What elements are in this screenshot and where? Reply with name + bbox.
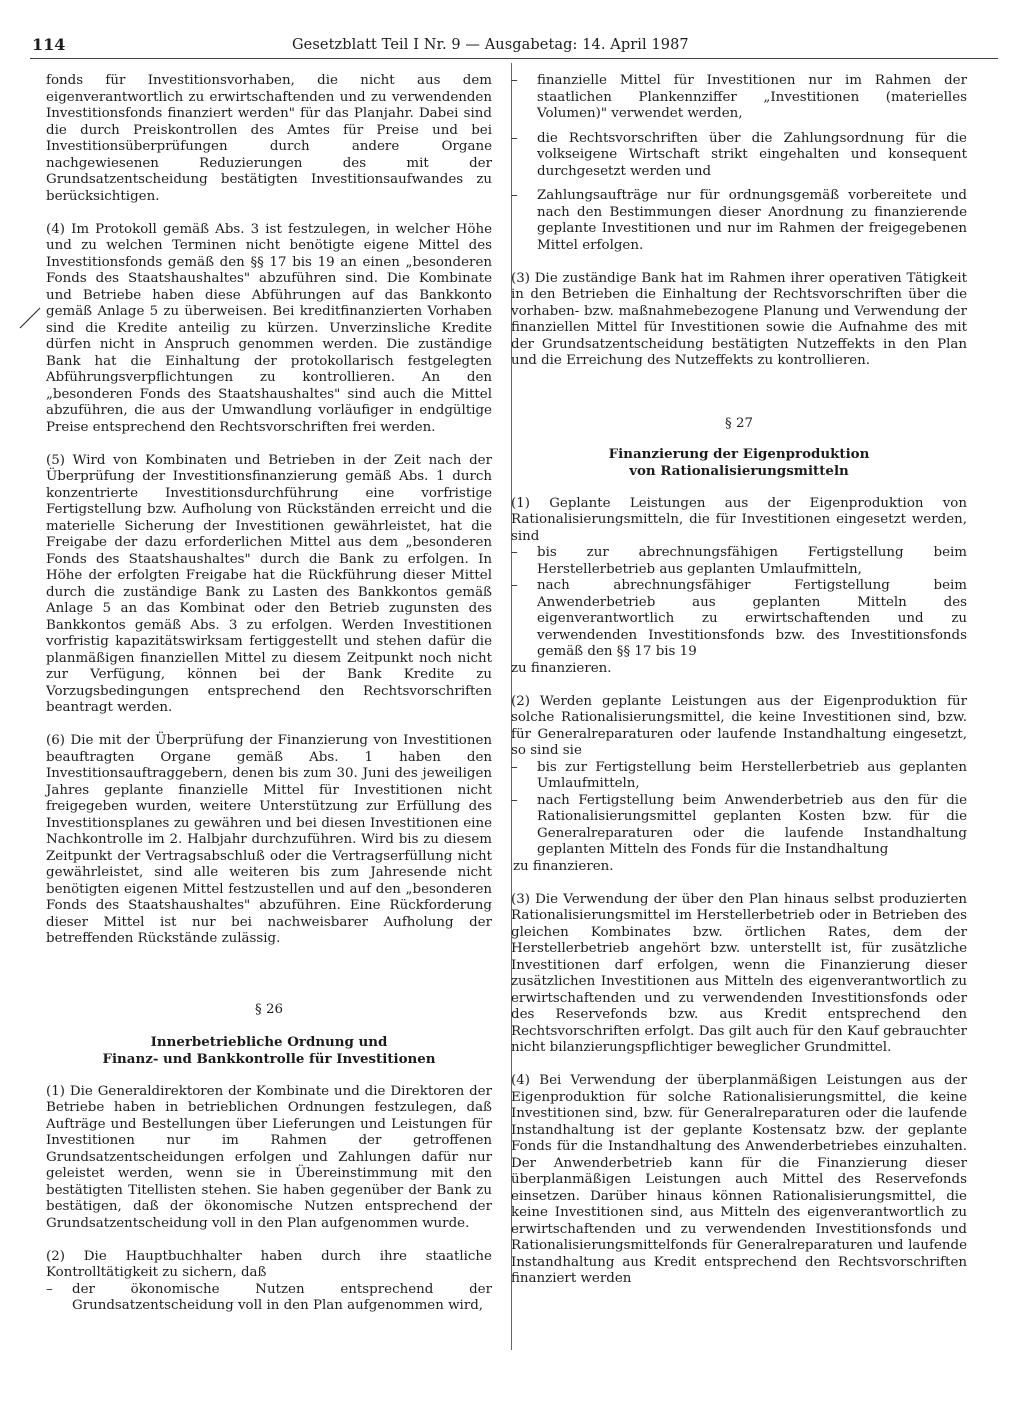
list-item-text: nach Fertigstellung beim Anwenderbetrieb aus den für die Rationalisierungsmittel geplanten Kosten bzw. für die Generalreparaturen oder die laufende Instandhaltung geplanten Mitteln des Fonds für die Instandhaltung: [537, 792, 967, 857]
dash-marker: –: [46, 1281, 53, 1297]
dash-marker: –: [511, 792, 518, 808]
paragraph-5: (5) Wird von Kombinaten und Betrieben in der Zeit nach der Überprüfung der Investitionsfinanzierung gemäß Abs. 1 durch konzentrierte Investitionsdurchführung eine vorfristige Fertigstellung bzw. Aufholung von Rückständen erreicht und die materielle Sicherung der Investitionen gewährleistet, hat die Freigabe der dazu erforderlichen Mittel aus dem „besonderen Fonds des Staatshaushaltes" durch die Bank zu erfolgen. In Höhe der erfolgten Freigabe hat die Rückführung dieser Mittel durch die zuständige Bank zu Lasten des Bankkontos gemäß Anlage 5 an das Kombinat oder den Betrieb zugunsten des Bankkontos gemäß Abs. 3 zu erfolgen. Werden Investitionen vorfristig kapazitätswirksam fertiggestellt und stehen dafür die planmäßigen finanziellen Mittel zu diesem Zeitpunkt noch nicht zur Verfügung, können bei der Bank Kredite zu Vorzugsbedingungen entsprechend den Rechtsvorschriften beantragt werden.: [46, 452, 492, 715]
left-column: [46, 73, 492, 1315]
section-27-heading-line1: Finanzierung der Eigenproduktion: [608, 446, 870, 462]
paragraph-continued: fonds für Investitionsvorhaben, die nicht aus dem eigenverantwortlich zu erwirtschaftenden und zu verwendenden Investitionsfonds finanziert werden" für das Planjahr. Dabei sind die durch Preiskontrollen des Amtes für Preise und bei Investitionsüberprüfungen durch andere Organe nachgewiesenen Reduzierungen des mit der Grundsatzentscheidung bestätigten Investitionsaufwandes zu berücksichtigen.: [46, 73, 492, 204]
paragraph-6: (6) Die mit der Überprüfung der Finanzierung von Investitionen beauftragten Organe gemäß Abs. 1 haben den Investitionsauftraggebern, denen bis zum 30. Juni des jeweiligen Jahres geplante finanzielle Mittel für Investitionen nicht freigegeben wurden, weitere Unterstützung zur Erfüllung des Investitionsplanes zu gewähren und bei diesen Investitionen eine Nachkontrolle im 2. Halbjahr durchzuführen. Wird bis zu diesem Zeitpunkt der Vertragsabschluß oder die Vertragserfüllung nicht gewährleistet, sind alle weiteren bis zum Jahresende nicht benötigten eigenen Mittel festzustellen und auf den „besonderen Fonds des Staatshaushaltes" abzuführen. Eine Rückforderung dieser Mittel ist nur bei nachweisbarer Aufholung der betreffenden Rückstände zulässig.: [46, 733, 492, 946]
dash-marker: –: [511, 545, 518, 560]
dash-marker: –: [511, 188, 518, 203]
right-column: [511, 73, 967, 1288]
list-item-text: nach abrechnungsfähiger Fertigstellung beim Anwenderbetrieb aus geplanten Mitteln des eigenverantwortlich zu erwirtschaftenden und zu verwendenden Investitionsfonds bzw. des Investitionsfonds gemäß den §§ 17 bis 19: [537, 578, 967, 659]
section-26-heading-line1: Innerbetriebliche Ordnung und: [150, 1034, 388, 1050]
section-27-list-item-3: [511, 760, 967, 793]
header-rule: [30, 58, 998, 59]
list-item-payment-orders: [511, 188, 967, 254]
section-26-heading-line2: Finanz- und Bankkontrolle für Investitionen: [102, 1050, 436, 1067]
list-item-text: Zahlungsaufträge nur für ordnungsgemäß vorbereitete und nach den Bestimmungen dieser Anordnung zu finanzierende geplante Investitionen und nur im Rahmen der freigegebenen Mittel erfolgen.: [537, 188, 967, 253]
list-item-text: finanzielle Mittel für Investitionen nur im Rahmen der staatlichen Plankennziffer „Investitionen (materielles Volumen)" verwendet werden,: [537, 73, 967, 121]
section-27-list-item-4: [511, 793, 967, 859]
section-27-paragraph-2: (2) Werden geplante Leistungen aus der Eigenproduktion für solche Rationalisierungsmittel, die keine Investitionen sind, bzw. für Generalreparaturen oder laufende Instandhaltung eingesetzt, so sind sie: [511, 693, 967, 758]
paragraph-4: (4) Im Protokoll gemäß Abs. 3 ist festzulegen, in welcher Höhe und zu welchen Terminen nicht benötigte eigene Mittel des Investitionsfonds gemäß den §§ 17 bis 19 an einen „besonderen Fonds des Staatshaushaltes" abzuführen sind. Die Kombinate und Betriebe haben diese Abführungen auf das Bankkonto gemäß Anlage 5 zu überweisen. Bei kreditfinanzierten Vorhaben sind die Kredite anteilig zu kürzen. Unverzinsliche Kredite dürfen nicht in Anspruch genommen werden. Die zuständige Bank hat die Einhaltung der protokollarisch festgelegten Abführungsverpflichtungen zu kontrollieren. An den „besonderen Fonds des Staatshaushaltes" sind auch die Mittel abzuführen, die aus der Umwandlung vorläufiger in endgültige Preise entsprechend den Rechtsvorschriften frei werden.: [46, 221, 492, 435]
section-27-paragraph-1: (1) Geplante Leistungen aus der Eigenproduktion von Rationalisierungsmitteln, die für Investitionen eingesetzt werden, sind: [511, 495, 967, 544]
list-item-text: bis zur Fertigstellung beim Herstellerbetrieb aus geplanten Umlaufmitteln,: [537, 759, 967, 791]
list-item-funds: [511, 73, 967, 123]
section-27-list-item-1: [511, 545, 967, 578]
list-item-text: die Rechtsvorschriften über die Zahlungsordnung für die volkseigene Wirtschaft strikt eingehalten und konsequent durchgesetzt werden und: [537, 130, 967, 179]
paragraph-3-bank: (3) Die zuständige Bank hat im Rahmen ihrer operativen Tätigkeit in den Betrieben die Einhaltung der Rechtsvorschriften über die vorhaben- bzw. maßnahmebezogene Planung und Verwendung der finanziellen Mittel für Investitionen sowie die Aufnahme des mit der Grundsatzentscheidung bestätigten Nutzeffekts in den Plan und die Erreichung des Nutzeffekts zu kontrollieren.: [511, 270, 967, 368]
list-item-text: der ökonomische Nutzen entsprechend der Grundsatzentscheidung voll in den Plan aufgenommen wird,: [72, 1281, 492, 1313]
dash-marker: –: [511, 130, 518, 146]
page-number: 114: [32, 35, 66, 54]
section-27-list-item-2: [511, 578, 967, 661]
dash-marker: –: [511, 759, 518, 775]
section-27-number: § 27: [725, 415, 753, 431]
section-27-paragraph-3: (3) Die Verwendung der über den Plan hinaus selbst produzierten Rationalisierungsmittel im Herstellerbetrieb oder in Betrieben des gleichen Kombinates bzw. örtlichen Rates, dem der Herstellerbetrieb angehört bzw. unterstellt ist, für zusätzliche Investitionen darf erfolgen, wenn die Finanzierung dieser zusätzlichen Investitionen aus Mitteln des eigenverantwortlich zu erwirtschaftenden und zu verwendenden Investitionsfonds oder des Reservefonds bzw. aus Kredit entsprechend den Rechtsvorschriften erfolgt. Das gilt auch für den Kauf gebrauchter nicht bilanzierungspflichtiger beweglicher Grundmittel.: [511, 891, 967, 1055]
list-item-text: bis zur abrechnungsfähigen Fertigstellung beim Herstellerbetrieb aus geplanten Umlaufmitteln,: [537, 545, 967, 577]
section-27-paragraph-4: (4) Bei Verwendung der überplanmäßigen Leistungen aus der Eigenproduktion für solche Rationalisierungsmittel, die keine Investitionen sind, bzw. für Generalreparaturen oder die laufende Instandhaltung ist der geplante Kostensatz bzw. der geplante Fonds für die Instandhaltung des Anwenderbetriebes einzuhalten. Der Anwenderbetrieb kann für die Finanzierung dieser überplanmäßigen Leistungen auch Mittel des Reservefonds einsetzen. Darüber hinaus können Rationalisierungsmittel, die keine Investitionen sind, aus Mitteln des eigenverantwortlich zu erwirtschaftenden und zu verwendenden Investitionsfonds und Rationalisierungsmittelfonds für Generalreparaturen und laufende Instandhaltung aus Kredit entsprechend den Rechtsvorschriften finanziert werden: [511, 1073, 967, 1286]
section-26-paragraph-2: (2) Die Hauptbuchhalter haben durch ihre staatliche Kontrolltätigkeit zu sichern, daß: [46, 1248, 492, 1280]
dash-marker: –: [511, 578, 518, 593]
section-27-paragraph-1-end: zu finanzieren.: [511, 660, 612, 676]
list-item-payment-rules: [511, 131, 967, 181]
margin-pen-mark: [18, 306, 42, 330]
section-27-heading-line2: von Rationalisierungsmitteln: [629, 462, 849, 479]
dash-marker: –: [511, 73, 518, 88]
section-26-list-item-1: [46, 1282, 492, 1315]
page-header-title: Gesetzblatt Teil I Nr. 9 — Ausgabetag: 14. April 1987: [292, 37, 689, 53]
section-27-paragraph-2-end: zu finanzieren.: [513, 858, 614, 874]
section-26-number: § 26: [255, 1001, 283, 1017]
section-26-paragraph-1: (1) Die Generaldirektoren der Kombinate und die Direktoren der Betriebe haben in betrieblichen Ordnungen festzulegen, daß Aufträge und Bestellungen über Lieferungen und Leistungen für Investitionen nur im Rahmen der getroffenen Grundsatzentscheidungen erfolgen und Zahlungen dafür nur geleistet werden, wenn sie in Übereinstimmung mit den bestätigten Titellisten stehen. Sie haben gegenüber der Bank zu bestätigen, daß der ökonomische Nutzen entsprechend der Grundsatzentscheidung voll in den Plan aufgenommen wurde.: [46, 1083, 492, 1231]
